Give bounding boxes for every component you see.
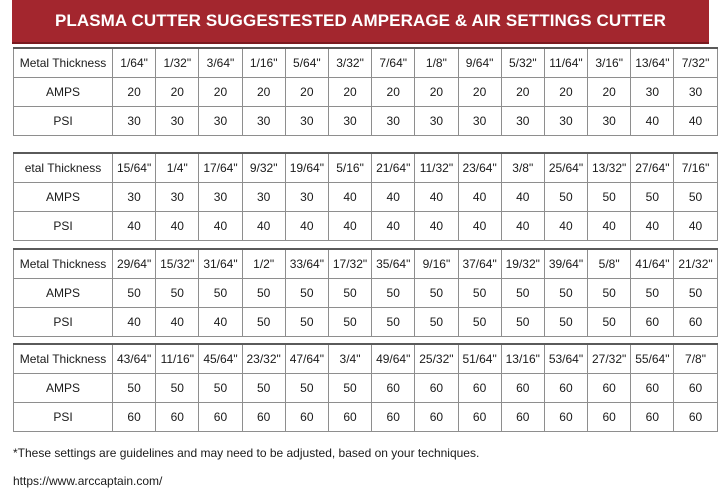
table-cell: 40: [631, 107, 674, 136]
source-url: https://www.arccaptain.com/: [13, 474, 163, 488]
table-cell: 30: [242, 107, 285, 136]
table-cell: 20: [458, 78, 501, 107]
table-cell: 50: [113, 374, 156, 403]
table-cell: 40: [156, 212, 199, 241]
row-label: AMPS: [14, 374, 113, 403]
settings-table: [13, 248, 718, 337]
table-cell: 30: [674, 78, 717, 107]
table-cell: 50: [113, 279, 156, 308]
settings-table: [13, 343, 718, 432]
table-cell: 30: [544, 107, 587, 136]
table-cell: 5/8": [588, 249, 631, 279]
psi-row: [14, 212, 718, 241]
table-cell: 30: [501, 107, 544, 136]
psi-row: [14, 308, 718, 337]
table-cell: 15/32": [156, 249, 199, 279]
table-cell: 30: [415, 107, 458, 136]
table-cell: 29/64": [113, 249, 156, 279]
table-cell: 50: [156, 279, 199, 308]
table-cell: 50: [674, 279, 717, 308]
table-cell: 60: [328, 403, 371, 432]
row-label: Metal Thickness: [14, 344, 113, 374]
table-cell: 60: [372, 374, 415, 403]
table-cell: 20: [199, 78, 242, 107]
table-cell: 60: [415, 374, 458, 403]
table-cell: 40: [544, 212, 587, 241]
table-cell: 40: [415, 212, 458, 241]
table-cell: 9/32": [242, 153, 285, 183]
table-cell: 5/16": [328, 153, 371, 183]
table-cell: 50: [588, 183, 631, 212]
table-cell: 40: [501, 212, 544, 241]
table-cell: 50: [328, 279, 371, 308]
table-cell: 1/64": [113, 48, 156, 78]
amps-row: [14, 374, 718, 403]
table-cell: 50: [199, 374, 242, 403]
row-label: PSI: [14, 107, 113, 136]
psi-row: [14, 107, 718, 136]
table-cell: 21/64": [372, 153, 415, 183]
title-banner: [12, 0, 709, 44]
table-cell: 3/32": [328, 48, 371, 78]
table-cell: 30: [156, 183, 199, 212]
table-cell: 20: [156, 78, 199, 107]
table-cell: 60: [415, 403, 458, 432]
table-cell: 60: [631, 403, 674, 432]
guidelines-note: *These settings are guidelines and may need to be adjusted, based on your techniques.: [13, 446, 480, 460]
row-label: AMPS: [14, 279, 113, 308]
table-cell: 50: [199, 279, 242, 308]
table-cell: 7/16": [674, 153, 717, 183]
table-cell: 50: [372, 279, 415, 308]
table-cell: 25/64": [544, 153, 587, 183]
table-cell: 60: [674, 403, 717, 432]
table-cell: 5/32": [501, 48, 544, 78]
table-cell: 30: [372, 107, 415, 136]
table-cell: 60: [501, 374, 544, 403]
table-cell: 1/16": [242, 48, 285, 78]
table-cell: 30: [113, 107, 156, 136]
table-cell: 50: [156, 374, 199, 403]
table-cell: 60: [631, 374, 674, 403]
table-cell: 60: [156, 403, 199, 432]
amps-row: [14, 183, 718, 212]
table-cell: 40: [242, 212, 285, 241]
table-cell: 35/64": [372, 249, 415, 279]
table-cell: 40: [199, 308, 242, 337]
amps-row: [14, 279, 718, 308]
table-cell: 5/64": [285, 48, 328, 78]
thickness-row: [14, 249, 718, 279]
table-cell: 20: [415, 78, 458, 107]
table-cell: 11/32": [415, 153, 458, 183]
table-cell: 11/16": [156, 344, 199, 374]
table-cell: 20: [588, 78, 631, 107]
table-cell: 40: [328, 212, 371, 241]
table-cell: 1/2": [242, 249, 285, 279]
table-cell: 25/32": [415, 344, 458, 374]
table-cell: 20: [372, 78, 415, 107]
table-cell: 3/4": [328, 344, 371, 374]
table-cell: 40: [631, 212, 674, 241]
table-cell: 50: [415, 308, 458, 337]
thickness-row: [14, 344, 718, 374]
table-cell: 50: [372, 308, 415, 337]
table-cell: 50: [501, 308, 544, 337]
table-cell: 3/8": [501, 153, 544, 183]
table-cell: 50: [328, 374, 371, 403]
table-cell: 3/16": [588, 48, 631, 78]
table-cell: 20: [285, 78, 328, 107]
table-cell: 60: [458, 374, 501, 403]
table-cell: 50: [328, 308, 371, 337]
table-cell: 60: [113, 403, 156, 432]
row-label: etal Thickness: [14, 153, 113, 183]
table-cell: 21/32": [674, 249, 717, 279]
table-cell: 50: [242, 279, 285, 308]
thickness-row: [14, 48, 718, 78]
page-title: PLASMA CUTTER SUGGESTESTED AMPERAGE & AIR SETTINGS CUTTER: [54, 11, 667, 30]
table-cell: 30: [328, 107, 371, 136]
table-cell: 40: [285, 212, 328, 241]
table-cell: 60: [544, 403, 587, 432]
table-cell: 9/64": [458, 48, 501, 78]
table-cell: 30: [199, 183, 242, 212]
table-cell: 40: [458, 183, 501, 212]
table-cell: 40: [199, 212, 242, 241]
table-cell: 13/16": [501, 344, 544, 374]
table-cell: 60: [631, 308, 674, 337]
table-cell: 40: [674, 107, 717, 136]
table-cell: 50: [631, 183, 674, 212]
table-cell: 15/64": [113, 153, 156, 183]
table-cell: 60: [199, 403, 242, 432]
table-cell: 23/32": [242, 344, 285, 374]
table-cell: 50: [285, 279, 328, 308]
table-cell: 33/64": [285, 249, 328, 279]
table-cell: 60: [501, 403, 544, 432]
table-cell: 60: [544, 374, 587, 403]
table-cell: 13/64": [631, 48, 674, 78]
table-cell: 30: [631, 78, 674, 107]
table-cell: 43/64": [113, 344, 156, 374]
table-cell: 20: [113, 78, 156, 107]
table-cell: 40: [328, 183, 371, 212]
table-cell: 55/64": [631, 344, 674, 374]
table-cell: 60: [458, 403, 501, 432]
table-cell: 53/64": [544, 344, 587, 374]
table-cell: 30: [199, 107, 242, 136]
table-cell: 50: [631, 279, 674, 308]
table-cell: 45/64": [199, 344, 242, 374]
table-cell: 30: [285, 183, 328, 212]
table-cell: 47/64": [285, 344, 328, 374]
row-label: PSI: [14, 308, 113, 337]
table-cell: 9/16": [415, 249, 458, 279]
table-cell: 40: [501, 183, 544, 212]
table-cell: 11/64": [544, 48, 587, 78]
table-cell: 19/32": [501, 249, 544, 279]
row-label: PSI: [14, 403, 113, 432]
table-cell: 40: [458, 212, 501, 241]
table-cell: 50: [458, 279, 501, 308]
table-cell: 50: [544, 279, 587, 308]
table-cell: 50: [242, 308, 285, 337]
table-cell: 50: [544, 308, 587, 337]
table-cell: 40: [113, 212, 156, 241]
table-cell: 40: [674, 212, 717, 241]
psi-row: [14, 403, 718, 432]
table-cell: 50: [544, 183, 587, 212]
table-cell: 50: [674, 183, 717, 212]
table-cell: 1/4": [156, 153, 199, 183]
table-cell: 27/64": [631, 153, 674, 183]
table-cell: 41/64": [631, 249, 674, 279]
table-cell: 60: [242, 403, 285, 432]
table-cell: 50: [415, 279, 458, 308]
table-cell: 1/8": [415, 48, 458, 78]
table-cell: 40: [156, 308, 199, 337]
table-cell: 39/64": [544, 249, 587, 279]
row-label: AMPS: [14, 183, 113, 212]
table-cell: 40: [588, 212, 631, 241]
table-cell: 20: [242, 78, 285, 107]
table-cell: 50: [588, 279, 631, 308]
table-cell: 31/64": [199, 249, 242, 279]
table-cell: 20: [501, 78, 544, 107]
settings-table: [13, 47, 718, 136]
table-cell: 50: [285, 374, 328, 403]
table-cell: 37/64": [458, 249, 501, 279]
table-cell: 50: [242, 374, 285, 403]
table-cell: 50: [588, 308, 631, 337]
table-cell: 7/32": [674, 48, 717, 78]
table-cell: 3/64": [199, 48, 242, 78]
table-cell: 19/64": [285, 153, 328, 183]
table-cell: 30: [156, 107, 199, 136]
table-cell: 60: [588, 403, 631, 432]
table-cell: 40: [372, 212, 415, 241]
row-label: Metal Thickness: [14, 48, 113, 78]
table-cell: 60: [285, 403, 328, 432]
thickness-row: [14, 153, 718, 183]
table-cell: 30: [285, 107, 328, 136]
table-cell: 20: [328, 78, 371, 107]
table-cell: 60: [588, 374, 631, 403]
table-cell: 50: [458, 308, 501, 337]
table-cell: 40: [372, 183, 415, 212]
row-label: AMPS: [14, 78, 113, 107]
row-label: PSI: [14, 212, 113, 241]
table-cell: 60: [674, 308, 717, 337]
table-cell: 1/32": [156, 48, 199, 78]
table-cell: 51/64": [458, 344, 501, 374]
table-cell: 30: [458, 107, 501, 136]
table-cell: 20: [544, 78, 587, 107]
table-cell: 30: [242, 183, 285, 212]
table-cell: 50: [501, 279, 544, 308]
table-cell: 23/64": [458, 153, 501, 183]
table-cell: 17/64": [199, 153, 242, 183]
table-cell: 7/64": [372, 48, 415, 78]
table-cell: 60: [372, 403, 415, 432]
table-cell: 7/8": [674, 344, 717, 374]
settings-table: [13, 152, 718, 241]
row-label: Metal Thickness: [14, 249, 113, 279]
table-cell: 40: [415, 183, 458, 212]
table-cell: 60: [674, 374, 717, 403]
table-cell: 40: [113, 308, 156, 337]
table-cell: 13/32": [588, 153, 631, 183]
table-cell: 49/64": [372, 344, 415, 374]
table-cell: 30: [113, 183, 156, 212]
table-cell: 17/32": [328, 249, 371, 279]
table-cell: 50: [285, 308, 328, 337]
table-cell: 27/32": [588, 344, 631, 374]
table-cell: 30: [588, 107, 631, 136]
amps-row: [14, 78, 718, 107]
